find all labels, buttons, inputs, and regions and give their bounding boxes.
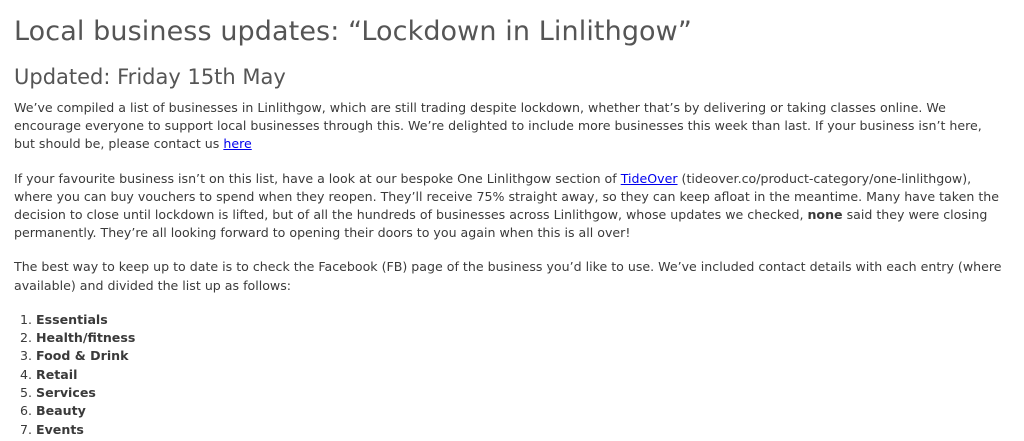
list-item xyxy=(36,329,1004,347)
page-title: Local business updates: “Lockdown in Linlithgow” xyxy=(14,16,692,47)
none-emphasis: none xyxy=(807,207,843,223)
intro-paragraph xyxy=(14,99,1004,154)
list-item xyxy=(36,347,1004,365)
list-item xyxy=(36,311,1004,329)
list-item-label: Beauty xyxy=(36,403,86,419)
tideover-text-after: said they were closing permanently. They’re all looking forward to opening their doors to you again when this is all over! xyxy=(14,207,988,241)
list-item-label: Essentials xyxy=(36,311,108,327)
list-item xyxy=(36,402,1004,420)
list-item xyxy=(36,421,1004,439)
list-item-label: Events xyxy=(36,421,84,437)
list-item-label: Services xyxy=(36,385,96,401)
list-item-label: Retail xyxy=(36,366,78,382)
list-item-label: Food & Drink xyxy=(36,348,129,364)
intro-text: We’ve compiled a list of businesses in Linlithgow, which are still trading despite lockdown, whether that’s by delivering or taking classes online. We encourage everyone to support local businesses through this. We’re delighted to include more businesses this week than last. If your business isn’t here, but should be, please contact us xyxy=(14,100,982,152)
list-item-label: Health/fitness xyxy=(36,330,136,346)
article-content xyxy=(14,0,1004,439)
tideover-text-middle: (tideover.co/product-category/one-linlithgow), where you can buy vouchers to spend when they reopen. They’ll receive 75% straight away, so they can keep afloat in the meantime. Many have taken the decision to close until lockdown is lifted, but of all the hundreds of businesses across Linlithgow, whose updates we checked, xyxy=(14,170,999,223)
list-item xyxy=(36,366,1004,384)
tideover-text-before: If your favourite business isn’t on this list, have a look at our bespoke One Linlithgow section of xyxy=(14,170,621,186)
contact-info-paragraph: The best way to keep up to date is to check the Facebook (FB) page of the business you’d like to use. We’ve included contact details with each entry (where available) and divided the list up as follows: xyxy=(14,259,1002,293)
tideover-link[interactable]: TideOver xyxy=(620,170,678,186)
sections-list xyxy=(14,311,1004,439)
list-item xyxy=(36,384,1004,402)
updated-date-heading: Updated: Friday 15th May xyxy=(14,65,286,89)
contact-here-link[interactable]: here xyxy=(223,136,252,152)
tideover-paragraph xyxy=(14,170,1004,243)
